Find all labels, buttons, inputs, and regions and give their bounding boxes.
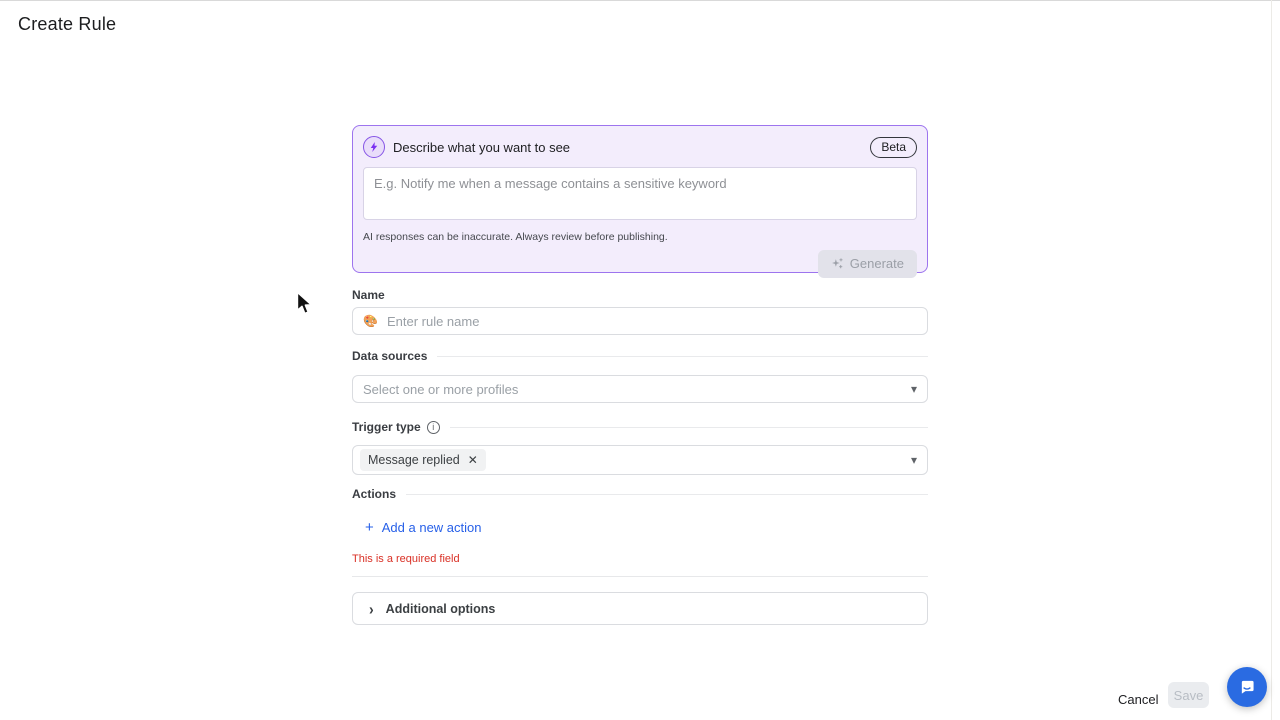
name-label: Name — [352, 288, 385, 302]
window-top-border — [0, 0, 1280, 1]
cancel-button[interactable]: Cancel — [1110, 686, 1166, 713]
beta-badge: Beta — [870, 137, 917, 158]
additional-options-label: Additional options — [385, 601, 496, 616]
data-sources-label: Data sources — [352, 349, 428, 363]
trigger-chip-label: Message replied — [368, 453, 460, 467]
add-action-button[interactable] — [365, 520, 482, 535]
data-sources-select[interactable] — [352, 375, 928, 403]
add-action-label: Add a new action — [381, 520, 482, 535]
trigger-type-label: Trigger type — [352, 420, 421, 434]
ai-panel-title: Describe what you want to see — [393, 139, 571, 155]
lightning-bolt-icon — [363, 136, 385, 158]
save-button[interactable]: Save — [1168, 682, 1209, 708]
rule-name-field[interactable] — [352, 307, 928, 335]
additional-options-toggle[interactable] — [352, 592, 928, 625]
info-icon[interactable]: i — [427, 421, 440, 434]
plus-icon: + — [365, 519, 374, 536]
page-title: Create Rule — [18, 14, 117, 34]
ai-panel-header — [363, 136, 917, 158]
rule-name-input[interactable] — [387, 314, 917, 329]
sparkles-icon — [831, 257, 844, 270]
generate-button-label: Generate — [849, 256, 904, 271]
label-divider — [450, 427, 928, 428]
create-rule-form — [352, 125, 928, 625]
actions-label: Actions — [352, 487, 397, 501]
ai-disclaimer-text: AI responses can be inaccurate. Always review before publishing. — [363, 231, 668, 243]
label-divider — [406, 494, 928, 495]
chevron-right-icon: › — [369, 599, 374, 618]
label-divider — [437, 356, 928, 357]
chat-launcher-button[interactable] — [1227, 667, 1267, 707]
emoji-picker-icon[interactable]: 🎨 — [363, 314, 378, 328]
remove-trigger-icon[interactable]: ✕ — [467, 453, 478, 467]
chat-bubble-icon — [1237, 677, 1257, 697]
ai-prompt-input[interactable] — [363, 167, 917, 220]
section-divider — [352, 576, 928, 577]
generate-button[interactable] — [818, 250, 917, 278]
chevron-down-icon: ▾ — [910, 453, 917, 467]
mouse-cursor — [293, 291, 317, 322]
ai-assist-panel — [352, 125, 928, 273]
scrollbar-track[interactable] — [1271, 0, 1272, 720]
required-field-error: This is a required field — [352, 553, 460, 565]
trigger-type-select[interactable] — [352, 445, 928, 475]
data-sources-placeholder: Select one or more profiles — [363, 381, 519, 397]
chevron-down-icon: ▾ — [910, 382, 917, 396]
trigger-chip — [360, 449, 486, 471]
